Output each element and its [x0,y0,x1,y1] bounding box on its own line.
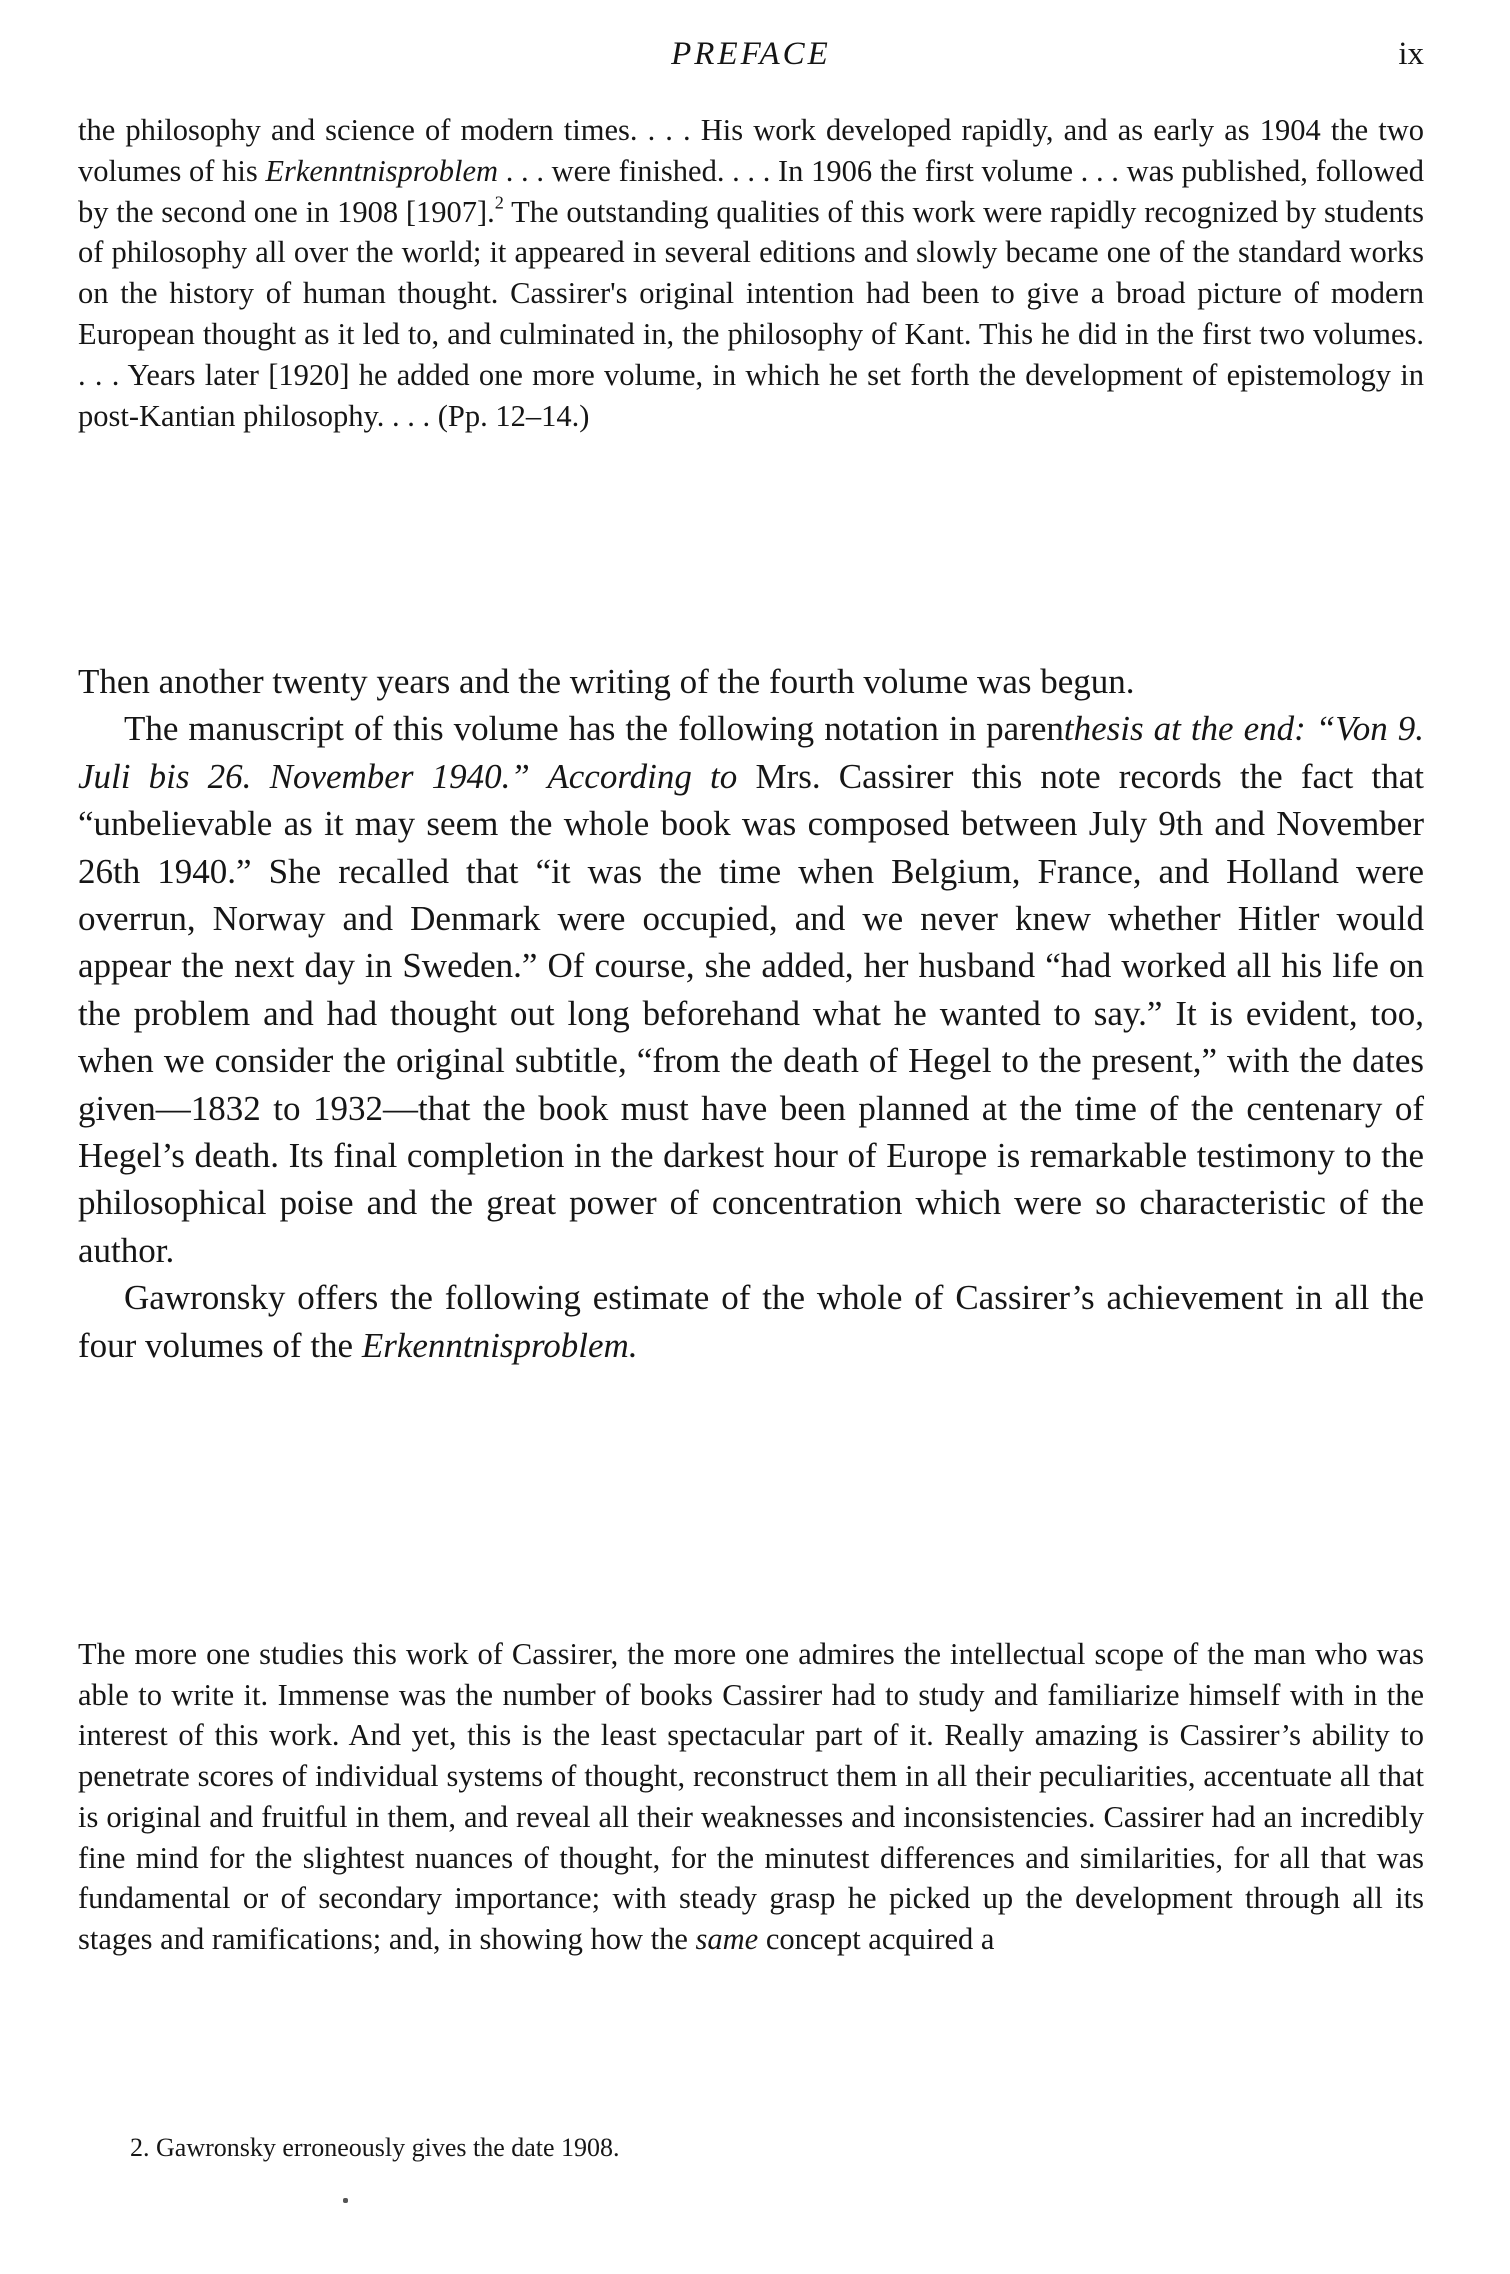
quote-text: The more one studies this work of Cassirer, the more one admires the intellectual scope of the man who was able to write it. Immense was the number of books Cassirer had to study and familiarize himself with in the interest of this work. And yet, this is the least spectacular part of it. Really amazing is Cassirer’s ability to penetrate scores of individual systems of thought, reconstruct them in all their peculiarities, accentuate all that is original and fruitful in them, and reveal all their weaknesses and inconsistencies. Cassirer had an incredibly fine mind for the slightest nuances of thought, for the minutest differences and similarities, for all that was fundamental or of secondary importance; with steady grasp he picked up the development through all its stages and ramifications; and, in showing how the [78,1637,1424,1956]
quote-paragraph [78,110,1424,436]
italic-text: same [695,1921,759,1956]
scan-speck [343,2198,348,2203]
italic-text: thesis at the end: “Von 9. Juli bis 26. November 1940.” According to [78,709,1424,796]
quote-text: The outstanding qualities of this work were rapidly recognized by students of philosophy all over the world; it appeared in several editions and slowly became one of the standard works on the history of human thought. Cassirer's original intention had been to give a broad picture of modern European thought as it led to, and culminated in, the philosophy of Kant. This he did in the first two volumes. . . . Years later [1920] he added one more volume, in which he set forth the development of epistemology in post-Kantian philosophy. . . . (Pp. 12–14.) [78,194,1424,433]
book-title-italic: Erkenntnisproblem [265,153,499,188]
body-paragraph-2 [78,705,1424,1274]
block-quote-gawronsky-1 [78,110,1424,436]
quote-paragraph [78,1634,1424,1960]
book-title-italic: Erkenntnisproblem. [361,1325,638,1365]
footnote-reference: 2 [494,191,504,212]
quote-text: the philosophy and science of modern times. . . . His work developed rapidly, and as early as 1904 the two volumes of his [78,113,1424,188]
footnote: 2. Gawronsky erroneously gives the date 1908. [130,2133,620,2162]
main-body-text [78,658,1424,1369]
quote-text: . . . were finished. . . . In 1906 the first volume . . . was published, followed by the second one in 1908 [1907]. [78,153,1425,229]
page-number: ix [1398,36,1424,72]
page-header [78,36,1424,86]
body-text: Gawronsky offers the following estimate of the whole of Cassirer’s achievement in all the four volumes of the [78,1278,1424,1365]
body-text: Mrs. Cassirer this note records the fact that “unbelievable as it may seem the whole book was composed between July 9th and November 26th 1940.” She recalled that “it was the time when Belgium, France, and Holland were overrun, Norway and Denmark were occupied, and we never knew whether Hitler would appear the next day in Sweden.” Of course, she added, her husband “had worked all his life on the problem and had thought out long beforehand what he wanted to say.” It is evident, too, when we consider the original subtitle, “from the death of Hegel to the present,” with the dates given—1832 to 1932—that the book must have been planned at the time of the centenary of Hegel’s death. Its final completion in the darkest hour of Europe is remarkable testimony to the philosophical poise and the great power of concentration which were so characteristic of the author. [78,756,1424,1270]
body-paragraph-3 [78,1274,1424,1369]
running-title: PREFACE [671,36,831,72]
body-paragraph-1: Then another twenty years and the writing of the fourth volume was begun. [78,662,1135,701]
block-quote-gawronsky-2 [78,1634,1424,1960]
quote-text: concept acquired a [758,1921,995,1956]
body-text: The manuscript of this volume has the following notation in paren [124,709,1064,749]
